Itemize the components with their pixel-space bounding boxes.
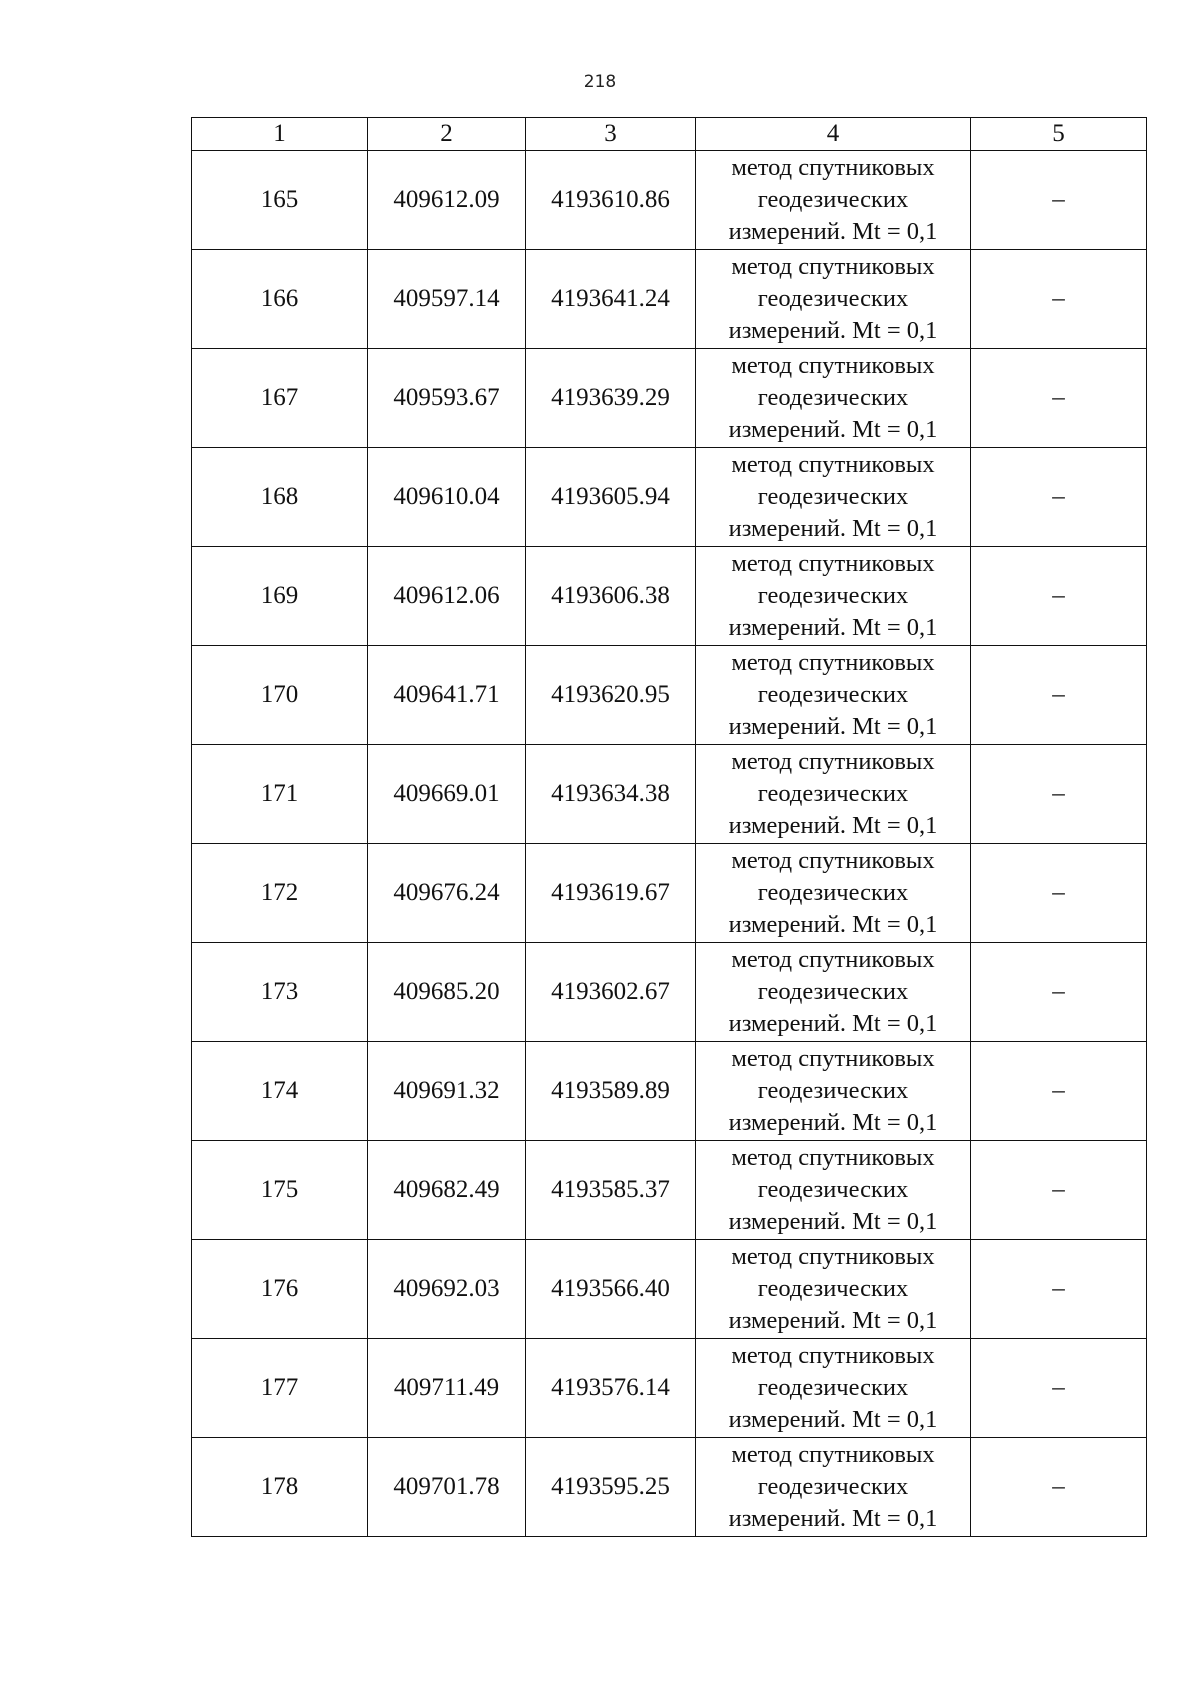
- method-cell: [696, 250, 971, 349]
- note-cell: –: [971, 1042, 1147, 1141]
- point-number-cell: 167: [192, 349, 368, 448]
- note-cell: –: [971, 844, 1147, 943]
- note-cell: –: [971, 250, 1147, 349]
- method-cell: [696, 1042, 971, 1141]
- method-line: геодезических: [757, 384, 909, 411]
- method-line: метод спутниковых: [731, 1045, 935, 1072]
- table-row: [192, 1141, 1147, 1240]
- table-row: [192, 349, 1147, 448]
- point-number-cell: 177: [192, 1339, 368, 1438]
- method-line: измерений. Mt = 0,1: [728, 317, 938, 344]
- column-header-4: 4: [696, 118, 971, 151]
- method-line: измерений. Mt = 0,1: [728, 713, 938, 740]
- note-cell: –: [971, 1240, 1147, 1339]
- method-cell: [696, 448, 971, 547]
- method-line: геодезических: [757, 1374, 909, 1401]
- column-header-3: 3: [526, 118, 696, 151]
- y-coordinate-cell: 4193639.29: [526, 349, 696, 448]
- note-cell: –: [971, 745, 1147, 844]
- point-number-cell: 169: [192, 547, 368, 646]
- method-line: метод спутниковых: [731, 451, 935, 478]
- method-line: измерений. Mt = 0,1: [728, 812, 938, 839]
- y-coordinate-cell: 4193641.24: [526, 250, 696, 349]
- method-line: метод спутниковых: [731, 1342, 935, 1369]
- method-line: измерений. Mt = 0,1: [728, 1109, 938, 1136]
- method-line: геодезических: [757, 186, 909, 213]
- table-body: [192, 151, 1147, 1537]
- method-line: измерений. Mt = 0,1: [728, 515, 938, 542]
- method-cell: [696, 1438, 971, 1537]
- table-row: [192, 547, 1147, 646]
- method-line: измерений. Mt = 0,1: [728, 911, 938, 938]
- method-line: геодезических: [757, 582, 909, 609]
- table-row: [192, 1042, 1147, 1141]
- method-cell: [696, 1339, 971, 1438]
- y-coordinate-cell: 4193602.67: [526, 943, 696, 1042]
- method-line: измерений. Mt = 0,1: [728, 416, 938, 443]
- method-line: метод спутниковых: [731, 847, 935, 874]
- table-row: [192, 1339, 1147, 1438]
- method-cell: [696, 1240, 971, 1339]
- coordinates-table: [191, 117, 1147, 1537]
- note-cell: –: [971, 1141, 1147, 1240]
- x-coordinate-cell: 409685.20: [368, 943, 526, 1042]
- x-coordinate-cell: 409610.04: [368, 448, 526, 547]
- method-line: геодезических: [757, 1077, 909, 1104]
- x-coordinate-cell: 409593.67: [368, 349, 526, 448]
- point-number-cell: 172: [192, 844, 368, 943]
- table-row: [192, 151, 1147, 250]
- note-cell: –: [971, 1339, 1147, 1438]
- note-cell: –: [971, 448, 1147, 547]
- column-header-5: 5: [971, 118, 1147, 151]
- method-cell: [696, 151, 971, 250]
- method-cell: [696, 1141, 971, 1240]
- table-row: [192, 745, 1147, 844]
- note-cell: –: [971, 1438, 1147, 1537]
- point-number-cell: 174: [192, 1042, 368, 1141]
- point-number-cell: 166: [192, 250, 368, 349]
- y-coordinate-cell: 4193595.25: [526, 1438, 696, 1537]
- point-number-cell: 173: [192, 943, 368, 1042]
- method-cell: [696, 349, 971, 448]
- method-line: геодезических: [757, 681, 909, 708]
- x-coordinate-cell: 409612.06: [368, 547, 526, 646]
- table-header: [192, 118, 1147, 151]
- method-cell: [696, 547, 971, 646]
- header-row: [192, 118, 1147, 151]
- x-coordinate-cell: 409682.49: [368, 1141, 526, 1240]
- method-cell: [696, 844, 971, 943]
- method-line: метод спутниковых: [731, 1243, 935, 1270]
- method-line: геодезических: [757, 978, 909, 1005]
- point-number-cell: 178: [192, 1438, 368, 1537]
- method-cell: [696, 646, 971, 745]
- method-line: геодезических: [757, 1275, 909, 1302]
- x-coordinate-cell: 409676.24: [368, 844, 526, 943]
- point-number-cell: 170: [192, 646, 368, 745]
- method-line: метод спутниковых: [731, 550, 935, 577]
- method-line: геодезических: [757, 1176, 909, 1203]
- y-coordinate-cell: 4193589.89: [526, 1042, 696, 1141]
- note-cell: –: [971, 547, 1147, 646]
- note-cell: –: [971, 349, 1147, 448]
- method-line: измерений. Mt = 0,1: [728, 1406, 938, 1433]
- method-line: геодезических: [757, 780, 909, 807]
- x-coordinate-cell: 409701.78: [368, 1438, 526, 1537]
- table-row: [192, 448, 1147, 547]
- y-coordinate-cell: 4193610.86: [526, 151, 696, 250]
- point-number-cell: 168: [192, 448, 368, 547]
- method-line: измерений. Mt = 0,1: [728, 1208, 938, 1235]
- method-line: измерений. Mt = 0,1: [728, 1307, 938, 1334]
- note-cell: –: [971, 943, 1147, 1042]
- page-number: 218: [583, 72, 617, 92]
- y-coordinate-cell: 4193585.37: [526, 1141, 696, 1240]
- x-coordinate-cell: 409669.01: [368, 745, 526, 844]
- method-line: метод спутниковых: [731, 1441, 935, 1468]
- method-line: метод спутниковых: [731, 748, 935, 775]
- y-coordinate-cell: 4193576.14: [526, 1339, 696, 1438]
- method-line: метод спутниковых: [731, 649, 935, 676]
- table-row: [192, 943, 1147, 1042]
- method-line: геодезических: [757, 483, 909, 510]
- point-number-cell: 171: [192, 745, 368, 844]
- y-coordinate-cell: 4193620.95: [526, 646, 696, 745]
- method-line: измерений. Mt = 0,1: [728, 1505, 938, 1532]
- x-coordinate-cell: 409711.49: [368, 1339, 526, 1438]
- note-cell: –: [971, 646, 1147, 745]
- table-row: [192, 646, 1147, 745]
- x-coordinate-cell: 409692.03: [368, 1240, 526, 1339]
- method-line: метод спутниковых: [731, 352, 935, 379]
- table-row: [192, 250, 1147, 349]
- y-coordinate-cell: 4193606.38: [526, 547, 696, 646]
- x-coordinate-cell: 409691.32: [368, 1042, 526, 1141]
- method-line: метод спутниковых: [731, 946, 935, 973]
- table-row: [192, 1240, 1147, 1339]
- column-header-1: 1: [192, 118, 368, 151]
- method-line: метод спутниковых: [731, 1144, 935, 1171]
- y-coordinate-cell: 4193619.67: [526, 844, 696, 943]
- method-line: геодезических: [757, 285, 909, 312]
- point-number-cell: 175: [192, 1141, 368, 1240]
- method-cell: [696, 745, 971, 844]
- method-line: геодезических: [757, 1473, 909, 1500]
- method-line: геодезических: [757, 879, 909, 906]
- x-coordinate-cell: 409641.71: [368, 646, 526, 745]
- method-line: измерений. Mt = 0,1: [728, 1010, 938, 1037]
- point-number-cell: 165: [192, 151, 368, 250]
- method-line: метод спутниковых: [731, 154, 935, 181]
- method-line: измерений. Mt = 0,1: [728, 218, 938, 245]
- note-cell: –: [971, 151, 1147, 250]
- method-line: измерений. Mt = 0,1: [728, 614, 938, 641]
- table-row: [192, 1438, 1147, 1537]
- table-row: [192, 844, 1147, 943]
- x-coordinate-cell: 409612.09: [368, 151, 526, 250]
- column-header-2: 2: [368, 118, 526, 151]
- y-coordinate-cell: 4193566.40: [526, 1240, 696, 1339]
- x-coordinate-cell: 409597.14: [368, 250, 526, 349]
- method-cell: [696, 943, 971, 1042]
- point-number-cell: 176: [192, 1240, 368, 1339]
- y-coordinate-cell: 4193605.94: [526, 448, 696, 547]
- method-line: метод спутниковых: [731, 253, 935, 280]
- y-coordinate-cell: 4193634.38: [526, 745, 696, 844]
